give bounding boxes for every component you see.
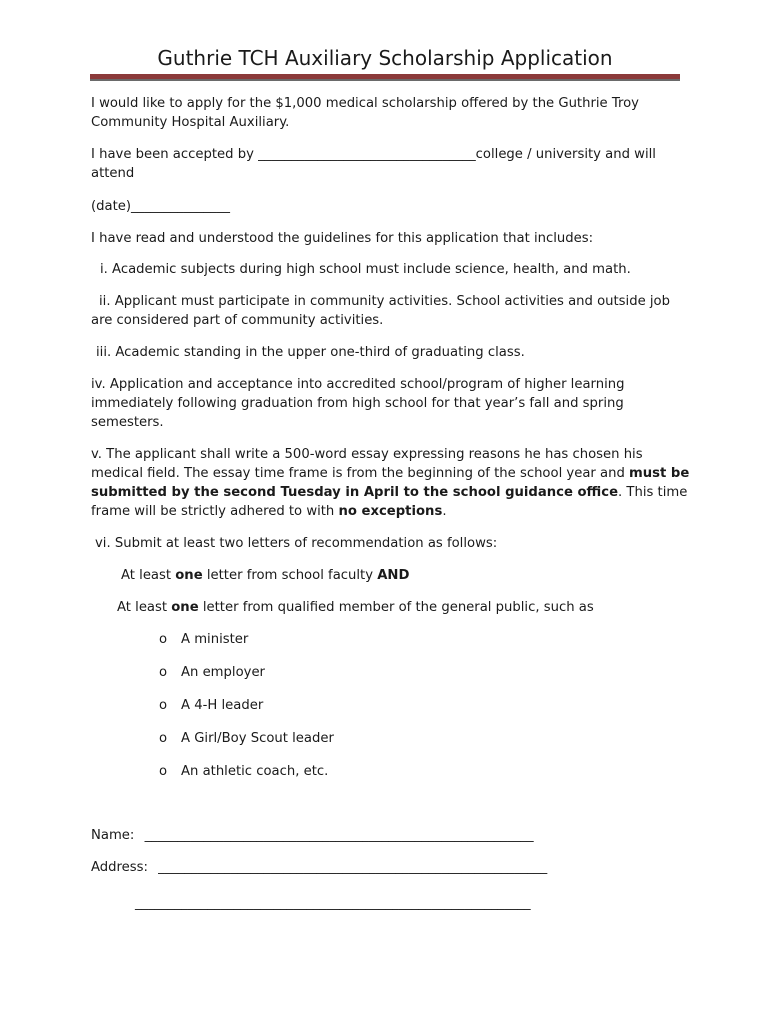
public-text-one: one: [171, 600, 199, 615]
list-item: [159, 729, 334, 748]
guideline-i: i. Academic subjects during high school must include science, health, and math.: [100, 262, 631, 277]
list-item-label: A minister: [181, 632, 249, 647]
list-item-label: A 4-H leader: [181, 698, 264, 713]
guideline-v-text-b: . This time frame will be strictly adhered to with: [91, 485, 688, 519]
guideline-iii: iii. Academic standing in the upper one-third of graduating class.: [96, 345, 525, 360]
faculty-text-c: letter from school faculty: [202, 568, 378, 583]
intro-paragraph: I would like to apply for the $1,000 medical scholarship offered by the Guthrie Troy Community Hospital Auxiliary.: [91, 96, 639, 130]
name-blank[interactable]: ___________________________________________________________: [144, 828, 534, 843]
bullet-marker: o: [159, 665, 168, 680]
title-divider: [90, 74, 680, 81]
guideline-v-deadline: must be submitted by the second Tuesday in April to the school guidance office: [91, 466, 690, 500]
accepted-paragraph: [91, 145, 691, 183]
list-item: [159, 663, 265, 682]
name-field-line: [91, 826, 691, 845]
list-item-label: An employer: [181, 665, 265, 680]
guideline-iv: iv. Application and acceptance into accredited school/program of higher learning immediately following graduation from high school for that year’s fall and spring semesters.: [91, 377, 625, 430]
list-item: [159, 762, 328, 781]
accepted-prefix: I have been accepted by: [91, 147, 254, 162]
public-text-a: At least: [117, 600, 172, 615]
address-blank-line-2[interactable]: ____________________________________________________________: [135, 896, 531, 911]
college-blank: _________________________________: [258, 147, 476, 162]
public-letter-line: [117, 598, 717, 617]
date-line: (date)_______________: [91, 199, 230, 214]
bullet-marker: o: [159, 764, 168, 779]
accepted-suffix: college / university and will attend: [91, 147, 656, 181]
bullet-marker: o: [159, 731, 168, 746]
list-item-label: A Girl/Boy Scout leader: [181, 731, 334, 746]
guidelines-intro: I have read and understood the guidelines for this application that includes:: [91, 231, 594, 246]
list-item: [159, 696, 263, 715]
address-blank[interactable]: ___________________________________________________________: [158, 860, 548, 875]
faculty-text-and: AND: [377, 568, 410, 583]
name-label: Name:: [91, 828, 135, 843]
faculty-text-one: one: [175, 568, 203, 583]
bullet-marker: o: [159, 632, 168, 647]
bullet-marker: o: [159, 698, 168, 713]
guideline-v-no-exceptions: no exceptions: [338, 504, 443, 519]
page-title: Guthrie TCH Auxiliary Scholarship Application: [157, 46, 613, 70]
faculty-letter-line: [121, 566, 721, 585]
faculty-text-a: At least: [121, 568, 176, 583]
address-field-line: [91, 858, 691, 877]
list-item: [159, 630, 248, 649]
public-text-c: letter from qualified member of the general public, such as: [198, 600, 594, 615]
guideline-v-text-a: v. The applicant shall write a 500-word essay expressing reasons he has chosen his medical field. The essay time frame is from the beginning of the school year and: [91, 447, 643, 481]
guideline-v-text-c: .: [442, 504, 447, 519]
guideline-v: [91, 445, 691, 521]
guideline-ii: ii. Applicant must participate in community activities. School activities and outside job are considered part of community activities.: [91, 294, 670, 328]
list-item-label: An athletic coach, etc.: [181, 764, 329, 779]
guideline-vi: vi. Submit at least two letters of recommendation as follows:: [95, 536, 498, 551]
address-label: Address:: [91, 860, 148, 875]
